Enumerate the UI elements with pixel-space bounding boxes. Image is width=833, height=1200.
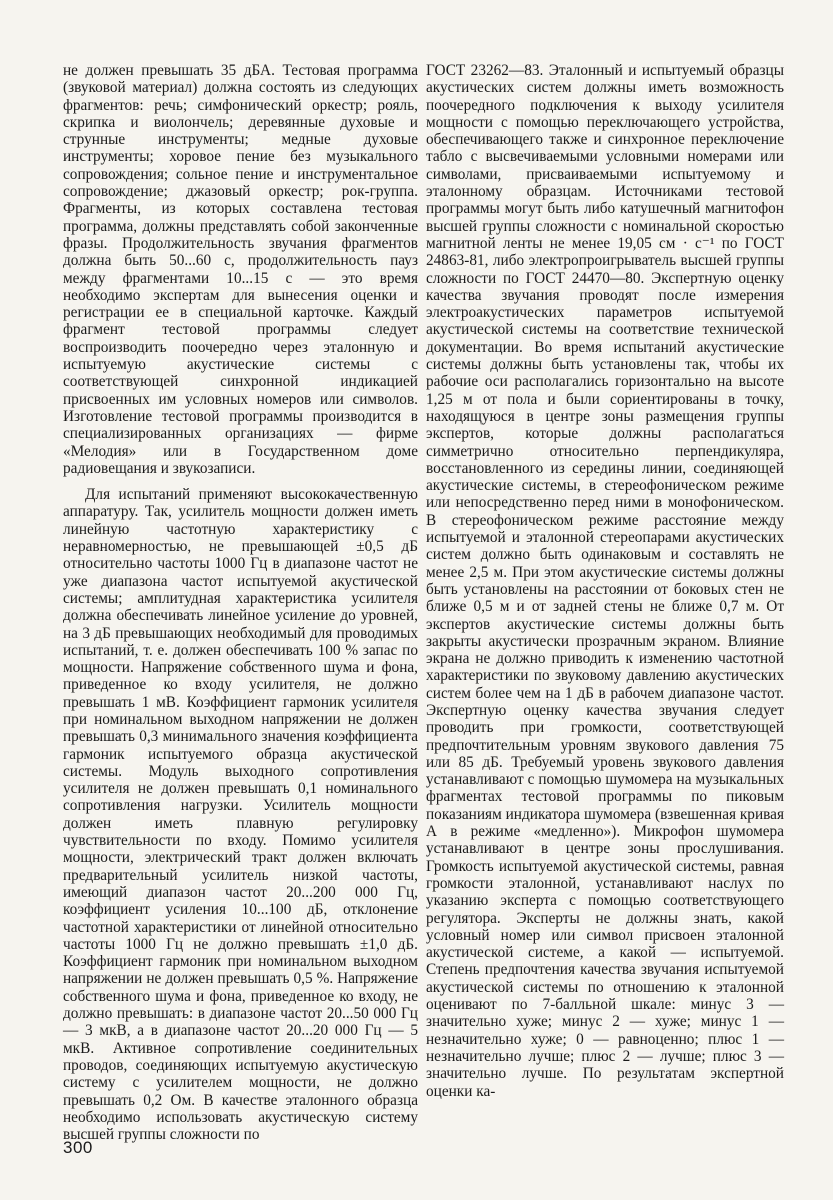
left-column [63,62,418,1143]
paragraph: ГОСТ 23262—83. Эталонный и испытуемый образцы акустических систем должны иметь возможность поочередного подключения к выходу усилителя мощности с помощью переключающего устройства, обеспечивающего также и синхронное переключение табло с высвечиваемыми условными номерами или символами, присваиваемыми испытуемому и эталонному образцам. Источниками тестовой программы могут быть либо катушечный магнитофон высшей группы сложности с номинальной скоростью магнитной ленты не менее 19,05 см · с⁻¹ по ГОСТ 24863-81, либо электропроигрыватель высшей группы сложности по ГОСТ 24470—80. Экспертную оценку качества звучания проводят после измерения электроакустических параметров испытуемой акустической системы на соответствие технической документации. Во время испытаний акустические системы должны быть установлены так, чтобы их рабочие оси располагались горизонтально на высоте 1,25 м от пола и были сориентированы в точку, находящуюся в центре зоны размещения группы экспертов, которые должны располагаться симметрично относительно перпендикуляра, восстановленного из середины линии, соединяющей акустические системы, в стереофоническом режиме или непосредственно перед ними в монофоническом. В стереофоническом режиме расстояние между испытуемой и эталонной стереопарами акустических систем должно быть одинаковым и составлять не менее 2,5 м. При этом акустические системы должны быть установлены на расстоянии от боковых стен не ближе 0,5 м и от задней стены не ближе 0,7 м. От экспертов акустические системы должны быть закрыты акустически прозрачным экраном. Влияние экрана не должно приводить к изменению частотной характеристики по звуковому давлению акустических систем более чем на 1 дБ в рабочем диапазоне частот. Экспертную оценку качества звучания следует проводить при громкости, соответствующей предпочтительным уровням звукового давления 75 или 85 дБ. Требуемый уровень звукового давления устанавливают с помощью шумомера на музыкальных фрагментах тестовой программы по пиковым показаниям индикатора шумомера (взвешенная кривая А в режиме «медленно»). Микрофон шумомера устанавливают в центре зоны прослушивания. Громкость испытуемой акустической системы, равная громкости эталонной, устанавливают наслух по указанию эксперта с помощью соответствующего регулятора. Эксперты не должны знать, какой условный номер или символ присвоен эталонной акустической системе, а какой — испытуемой. Степень предпочтения качества звучания испытуемой акустической системы по отношению к эталонной оценивают по 7-балльной шкале: минус 3 — значительно хуже; минус 2 — хуже; минус 1 — незначительно хуже; 0 — равноценно; плюс 1 — незначительно лучше; плюс 2 — лучше; плюс 3 — значительно лучше. По результатам экспертной оценки ка- [426,62,784,1100]
paragraph: не должен превышать 35 дБА. Тестовая программа (звуковой материал) должна состоять из следующих фрагментов: речь; симфонический оркестр; рояль, скрипка и виолончель; деревянные духовые и струнные инструменты; медные духовые инструменты; хоровое пение без музыкального сопровождения; сольное пение и инструментальное сопровождение; джазовый оркестр; рок-группа. Фрагменты, из которых составлена тестовая программа, должны представлять собой законченные фразы. Продолжительность звучания фрагментов должна быть 50...60 с, продолжительность пауз между фрагментами 10...15 с — это время необходимо экспертам для вынесения оценки и регистрации ее в специальной карточке. Каждый фрагмент тестовой программы следует воспроизводить поочередно через эталонную и испытуемую акустические системы с соответствующей синхронной индикацией присвоенных им условных номеров или символов. Изготовление тестовой программы производится в специализированных организациях — фирме «Мелодия» или в Государственном доме радиовещания и звукозаписи. [63,62,418,477]
right-column [426,62,784,1100]
paragraph: Для испытаний применяют высококачественную аппаратуру. Так, усилитель мощности должен иметь линейную частотную характеристику с неравномерностью, не превышающей ±0,5 дБ относительно частоты 1000 Гц в диапазоне частот не уже диапазона частот испытуемой акустической системы; амплитудная характеристика усилителя должна обеспечивать линейное усиление до уровней, на 3 дБ превышающих необходимый для проводимых испытаний, т. е. должен обеспечивать 100 % запас по мощности. Напряжение собственного шума и фона, приведенное ко входу усилителя, не должно превышать 1 мВ. Коэффициент гармоник усилителя при номинальном выходном напряжении не должен превышать 0,3 минимального значения коэффициента гармоник испытуемого образца акустической системы. Модуль выходного сопротивления усилителя не должен превышать 0,1 номинального сопротивления нагрузки. Усилитель мощности должен иметь плавную регулировку чувствительности по входу. Помимо усилителя мощности, электрический тракт должен включать предварительный усилитель низкой частоты, имеющий диапазон частот 20...200 000 Гц, коэффициент усиления 10...100 дБ, отклонение частотной характеристики от линейной относительно частоты 1000 Гц не должно превышать ±1,0 дБ. Коэффициент гармоник при номинальном выходном напряжении не должен превышать 0,5 %. Напряжение собственного шума и фона, приведенное ко входу, не должно превышать: в диапазоне частот 20...50 000 Гц — 3 мкВ, а в диапазоне частот 20...20 000 Гц — 5 мкВ. Активное сопротивление соединительных проводов, соединяющих испытуемую акустическую систему с усилителем мощности, не должно превышать 0,2 Ом. В качестве эталонного образца необходимо использовать акустическую систему высшей группы сложности по [63,486,418,1144]
page-number: 300 [63,1138,93,1157]
